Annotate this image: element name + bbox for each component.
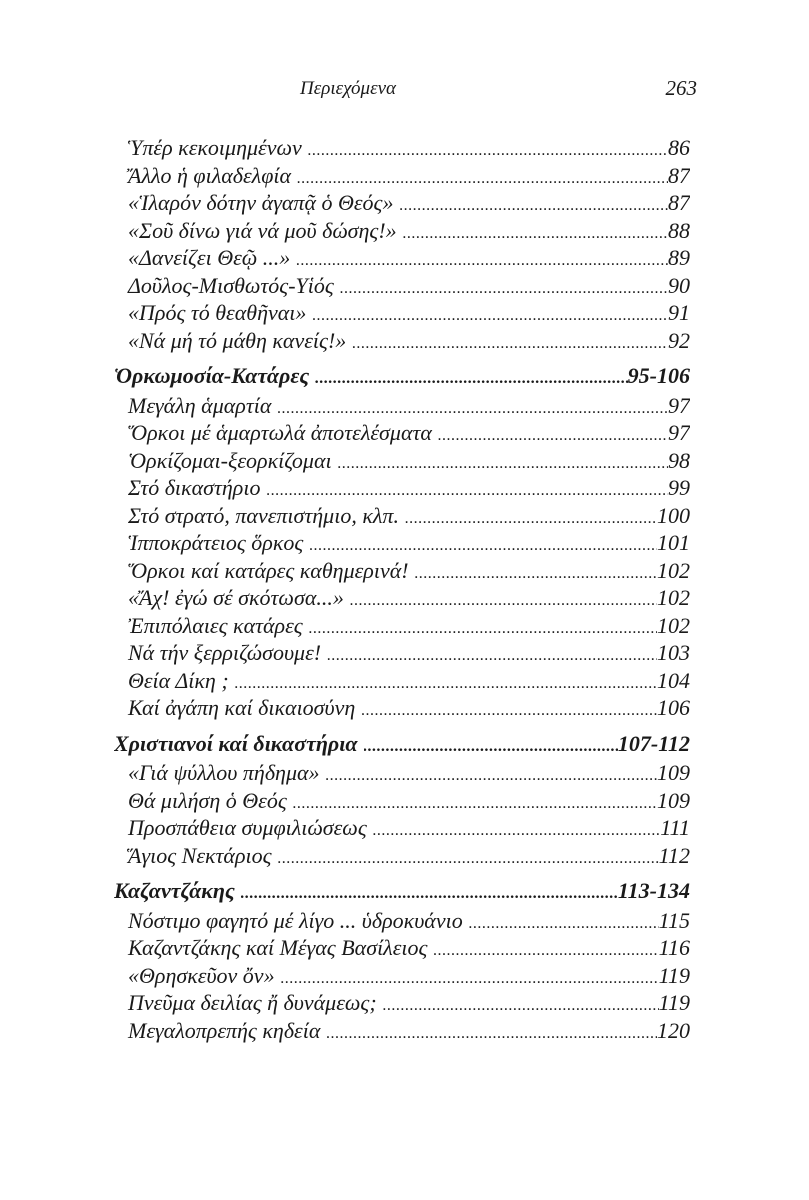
dot-leader <box>350 587 657 612</box>
toc-page: 115 <box>658 907 690 933</box>
dot-leader <box>266 477 668 502</box>
toc-page: 88 <box>668 217 690 243</box>
dot-leader <box>403 220 668 245</box>
dot-leader <box>373 817 661 842</box>
toc-page: 101 <box>657 530 690 555</box>
toc-entry <box>114 162 690 190</box>
dot-leader <box>293 790 657 815</box>
toc-title: Μεγαλοπρεπής κηδεία <box>128 1017 321 1043</box>
toc-page: 89 <box>668 245 690 270</box>
toc-entry <box>114 962 690 990</box>
toc-page: 111 <box>660 815 690 840</box>
toc-page: 103 <box>657 640 690 665</box>
toc-entry <box>114 584 690 612</box>
toc-title: «Θρησκεῦον ὄν» <box>128 962 275 988</box>
toc-page: 120 <box>657 1017 690 1043</box>
toc-entry <box>114 934 690 962</box>
toc-page: 97 <box>668 420 690 445</box>
toc-entry <box>114 694 690 722</box>
toc-title: Καζαντζάκης <box>114 878 235 903</box>
dot-leader <box>281 965 659 990</box>
toc-page: 92 <box>668 327 690 353</box>
dot-leader <box>277 395 668 420</box>
toc-entry <box>114 787 690 815</box>
toc-entry <box>114 244 690 272</box>
dot-leader <box>241 880 618 905</box>
toc-entry <box>114 1017 690 1045</box>
toc-entry <box>114 502 690 530</box>
dot-leader <box>312 302 668 327</box>
toc-title: Προσπάθεια συμφιλιώσεως <box>128 815 367 840</box>
dot-leader <box>309 615 657 640</box>
dot-leader <box>326 762 657 787</box>
toc-entry <box>114 134 690 162</box>
dot-leader <box>352 330 668 355</box>
toc-entry <box>114 842 690 870</box>
toc-entry <box>114 419 690 447</box>
dot-leader <box>399 192 668 217</box>
toc-page: 109 <box>657 760 690 785</box>
toc-title: Ὁρκωμοσία-Κατάρες <box>114 363 310 388</box>
toc-page: 97 <box>668 392 690 418</box>
toc-page: 116 <box>658 935 690 960</box>
toc-page: 107-112 <box>617 730 690 756</box>
dot-leader <box>340 275 668 300</box>
toc-title: Στό δικαστήριο <box>128 475 261 500</box>
toc-entry <box>114 907 690 935</box>
toc-title: Ὁρκίζομαι-ξεορκίζομαι <box>128 447 332 473</box>
toc-page: 119 <box>658 962 690 988</box>
dot-leader <box>326 1020 657 1045</box>
running-head-title: Περιεχόμενα <box>300 78 396 99</box>
toc-title: Πνεῦμα δειλίας ἤ δυνάμεως; <box>128 990 377 1015</box>
toc-entry <box>114 474 690 502</box>
toc-title: Μεγάλη ἁμαρτία <box>128 392 272 418</box>
table-of-contents <box>114 134 690 1044</box>
toc-title: «Σοῦ δίνω γιά νά μοῦ δώσης!» <box>128 217 397 243</box>
dot-leader <box>315 365 627 390</box>
toc-title: «Ἄχ! ἐγώ σέ σκότωσα...» <box>128 585 344 610</box>
dot-leader <box>297 165 668 190</box>
toc-entry <box>114 447 690 475</box>
toc-entry <box>114 667 690 695</box>
toc-title: Ἱπποκράτειος ὅρκος <box>128 530 304 555</box>
page-number: 263 <box>665 76 697 100</box>
toc-title: Νά τήν ξερριζώσουμε! <box>128 640 322 665</box>
toc-title: Καί ἀγάπη καί δικαιοσύνη <box>128 695 356 720</box>
toc-title: Χριστιανοί καί δικαστήρια <box>114 730 358 756</box>
dot-leader <box>338 450 668 475</box>
toc-page: 104 <box>657 667 690 693</box>
toc-entry <box>114 189 690 217</box>
toc-page: 100 <box>657 502 690 528</box>
toc-entry <box>114 392 690 420</box>
toc-page: 106 <box>657 695 690 720</box>
toc-title: Δοῦλος-Μισθωτός-Υἱός <box>128 272 334 298</box>
dot-leader <box>361 697 657 722</box>
toc-page: 95-106 <box>627 363 690 388</box>
toc-title: Ὑπέρ κεκοιμημένων <box>128 135 302 160</box>
toc-title: Ἄλλο ἡ φιλαδελφία <box>128 162 292 188</box>
dot-leader <box>415 560 657 585</box>
toc-page: 87 <box>668 162 690 188</box>
dot-leader <box>438 422 668 447</box>
toc-page: 102 <box>657 557 690 583</box>
toc-page: 112 <box>658 842 690 868</box>
toc-page: 86 <box>668 135 690 160</box>
toc-title: «Ἱλαρόν δότην ἀγαπᾷ ὁ Θεός» <box>128 190 394 215</box>
toc-title: Ἅγιος Νεκτάριος <box>128 842 272 868</box>
toc-title: Θά μιλήση ὁ Θεός <box>128 787 287 813</box>
dot-leader <box>327 642 657 667</box>
dot-leader <box>278 845 659 870</box>
running-head <box>0 78 809 108</box>
toc-page: 109 <box>657 787 690 813</box>
toc-page: 98 <box>668 447 690 473</box>
toc-page: 99 <box>668 475 690 500</box>
dot-leader <box>469 910 659 935</box>
dot-leader <box>364 733 618 758</box>
toc-title: «Νά μή τό μάθη κανείς!» <box>128 327 347 353</box>
toc-section-heading <box>114 362 690 390</box>
toc-title: «Πρός τό θεαθῆναι» <box>128 300 307 325</box>
toc-title: Καζαντζάκης καί Μέγας Βασίλειος <box>128 935 428 960</box>
toc-entry <box>114 639 690 667</box>
toc-entry <box>114 557 690 585</box>
toc-title: «Γιά ψύλλου πήδημα» <box>128 760 320 785</box>
dot-leader <box>309 532 657 557</box>
toc-page: 113-134 <box>617 878 690 903</box>
toc-page: 102 <box>657 585 690 610</box>
toc-page: 91 <box>668 300 690 325</box>
dot-leader <box>405 505 657 530</box>
toc-title: Στό στρατό, πανεπιστήμιο, κλπ. <box>128 502 399 528</box>
toc-page: 87 <box>668 190 690 215</box>
toc-section-heading <box>114 730 690 758</box>
toc-entry <box>114 299 690 327</box>
toc-entry <box>114 217 690 245</box>
toc-title: Θεία Δίκη ; <box>128 667 229 693</box>
toc-page: 102 <box>657 612 690 638</box>
toc-title: Ὅρκοι μέ ἁμαρτωλά ἀποτελέσματα <box>128 420 432 445</box>
toc-page: 90 <box>668 272 690 298</box>
toc-page: 119 <box>658 990 690 1015</box>
dot-leader <box>383 992 659 1017</box>
toc-title: Νόστιμο φαγητό μέ λίγο ... ὑδροκυάνιο <box>128 907 463 933</box>
dot-leader <box>308 137 668 162</box>
toc-title: Ἐπιπόλαιες κατάρες <box>128 612 303 638</box>
toc-entry <box>114 989 690 1017</box>
toc-section-heading <box>114 877 690 905</box>
dot-leader <box>296 247 668 272</box>
toc-title: «Δανείζει Θεῷ ...» <box>128 245 291 270</box>
toc-entry <box>114 272 690 300</box>
dot-leader <box>433 937 658 962</box>
toc-entry <box>114 814 690 842</box>
toc-title: Ὅρκοι καί κατάρες καθημερινά! <box>128 557 409 583</box>
toc-entry <box>114 327 690 355</box>
toc-entry <box>114 529 690 557</box>
toc-entry <box>114 759 690 787</box>
dot-leader <box>235 670 657 695</box>
toc-entry <box>114 612 690 640</box>
